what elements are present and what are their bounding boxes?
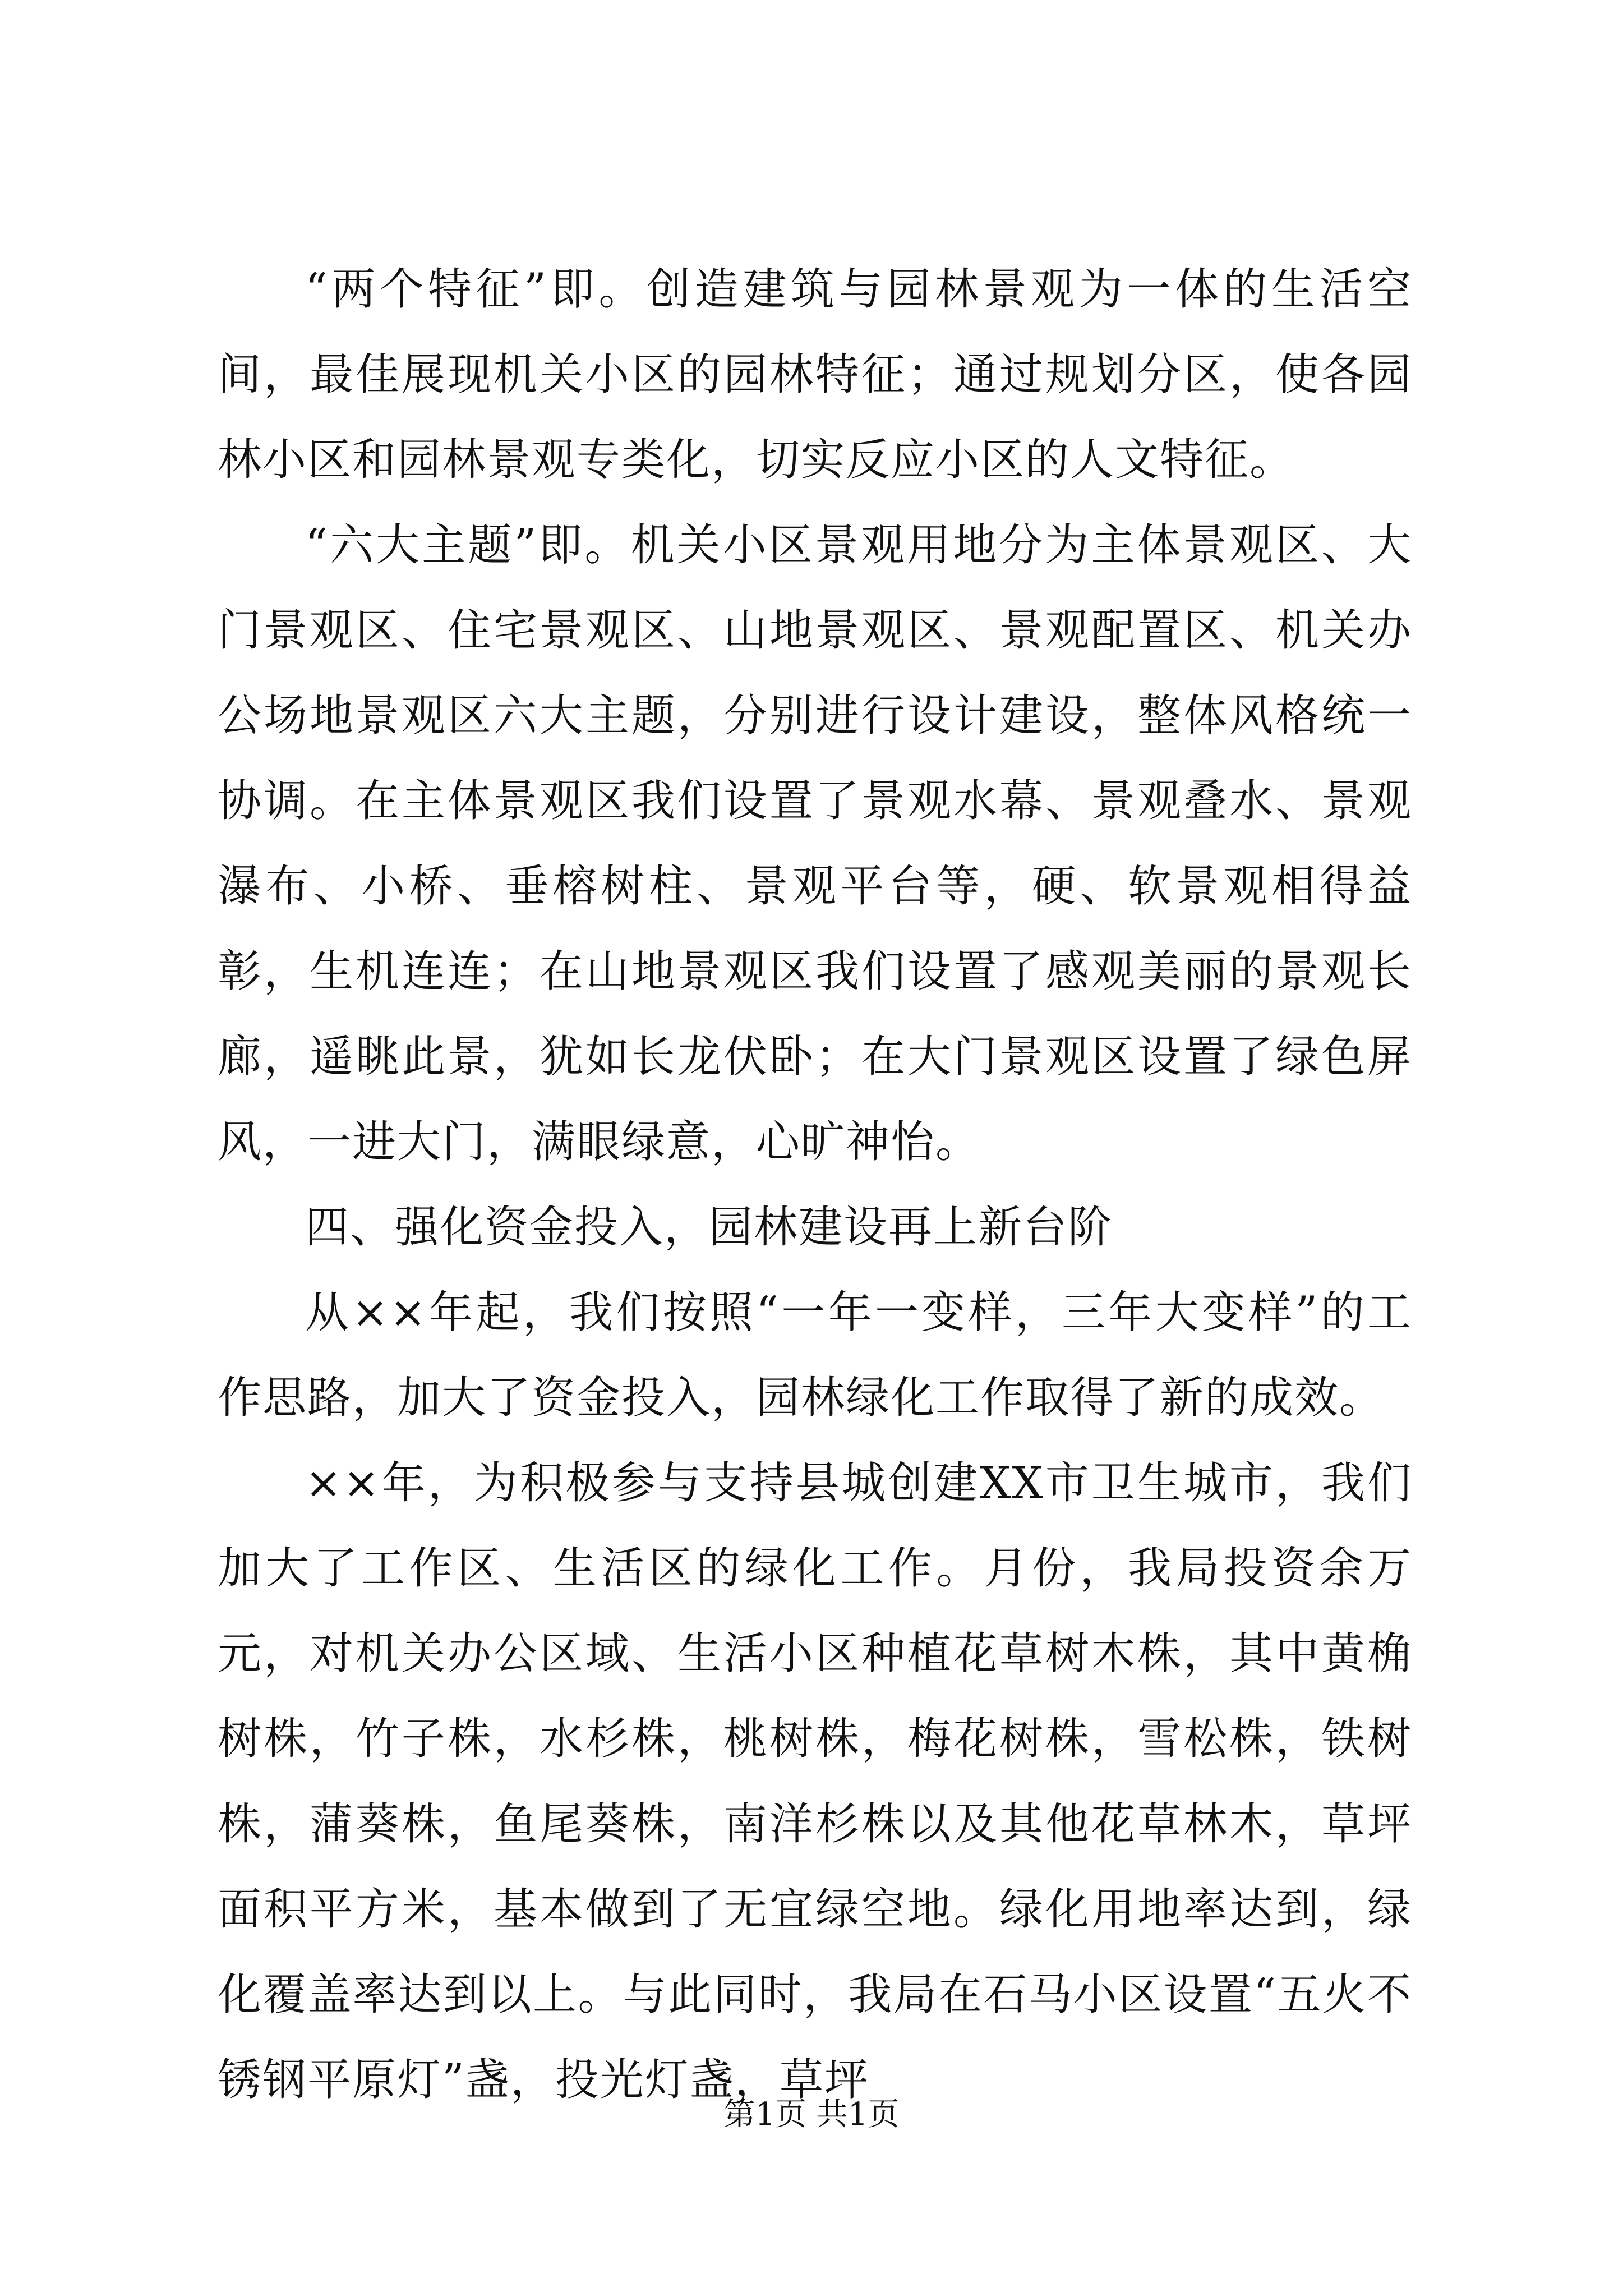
document-body [218, 247, 1412, 2123]
page-footer: 第1页 共1页 [723, 2096, 900, 2133]
paragraph-greening-details: ××年，为积极参与支持县城创建XX市卫生城市，我们加大了工作区、生活区的绿化工作。月份，我局投资余万元，对机关办公区域、生活小区种植花草树木株，其中黄桷树株，竹子株，水杉株，桃树株，梅花树株，雪松株，铁树株，蒲葵株，鱼尾葵株，南洋杉株以及其他花草林木，草坪面积平方米，基本做到了无宜绿空地。绿化用地率达到，绿化覆盖率达到以上。与此同时，我局在石马小区设置“五火不锈钢平原灯”盏，投光灯盏，草坪 [218, 1458, 1412, 2105]
paragraph-work-approach: 从××年起，我们按照“一年一变样，三年大变样”的工作思路，加大了资金投入，园林绿化工作取得了新的成效。 [218, 1287, 1412, 1423]
paragraph-two-features: “两个特征”即。创造建筑与园林景观为一体的生活空间，最佳展现机关小区的园林特征；通过规划分区，使各园林小区和园林景观专类化，切实反应小区的人文特征。 [218, 264, 1412, 485]
paragraph-six-themes: “六大主题”即。机关小区景观用地分为主体景观区、大门景观区、住宅景观区、山地景观区、景观配置区、机关办公场地景观区六大主题，分别进行设计建设，整体风格统一协调。在主体景观区我们设置了景观水幕、景观叠水、景观瀑布、小桥、垂榕树柱、景观平台等，硬、软景观相得益彰，生机连连；在山地景观区我们设置了感观美丽的景观长廊，遥眺此景，犹如长龙伏卧；在大门景观区设置了绿色屏风，一进大门，满眼绿意，心旷神怡。 [218, 520, 1412, 1167]
section-heading-funding: 四、强化资金投入，园林建设再上新台阶 [305, 1202, 1113, 1253]
